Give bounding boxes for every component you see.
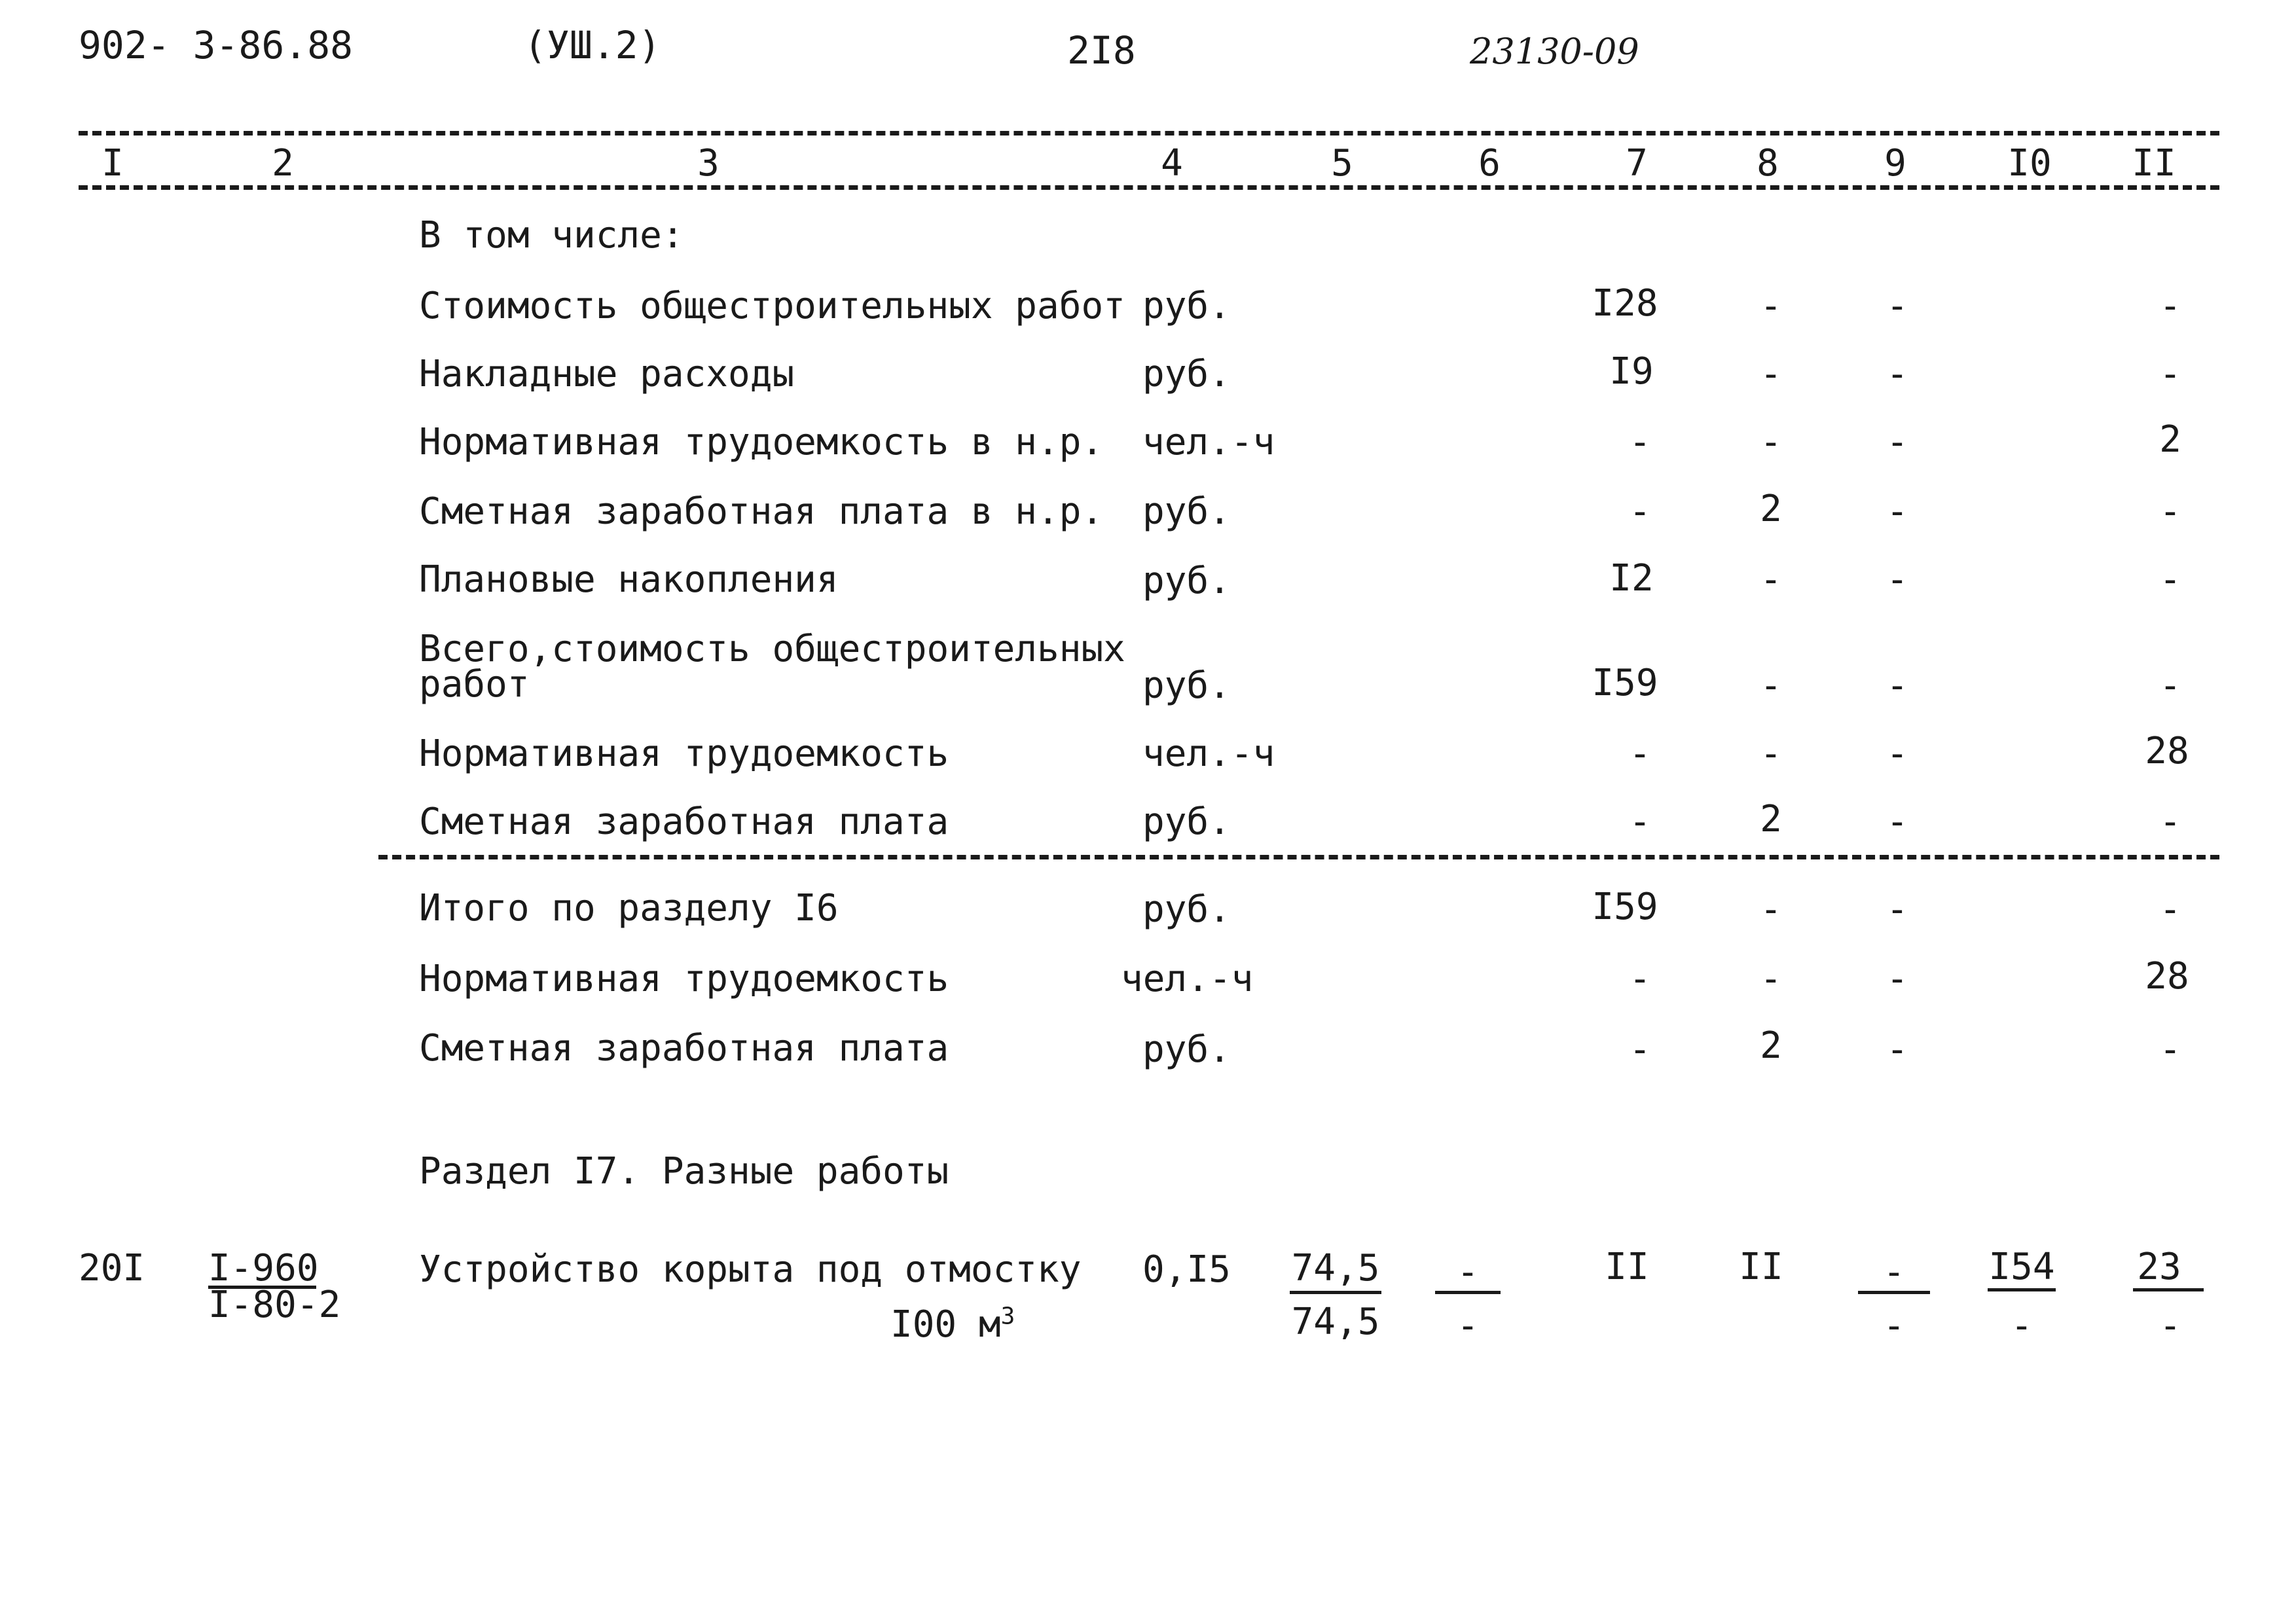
row-c11: 2 xyxy=(2159,418,2181,461)
item-c6-bottom: - xyxy=(1457,1305,1479,1347)
row-c7: I2 xyxy=(1609,557,1654,600)
volume-label: (УШ.2) xyxy=(524,23,661,67)
row-c11: - xyxy=(2159,888,2181,931)
row-name: Итого по разделу I6 xyxy=(419,887,839,929)
row-c7: - xyxy=(1629,958,1651,1000)
row-c11: 28 xyxy=(2145,730,2189,772)
item-c11-top: 23 xyxy=(2137,1246,2181,1288)
row-c8: - xyxy=(1760,664,1782,707)
col-header-11: II xyxy=(2132,142,2176,185)
item-quantity: 0,I5 xyxy=(1142,1248,1231,1291)
col-header-6: 6 xyxy=(1478,142,1501,185)
row-c9: - xyxy=(1886,1028,1908,1071)
row-name: Нормативная трудоемкость xyxy=(419,732,949,775)
item-c11-divider xyxy=(2133,1288,2204,1291)
row-c8: - xyxy=(1760,958,1782,1000)
row-c9: - xyxy=(1886,490,1908,533)
row-name: Накладные расходы xyxy=(419,353,795,395)
item-code-bottom: I-80-2 xyxy=(208,1284,341,1326)
row-c8: - xyxy=(1760,732,1782,775)
item-c5-bottom: 74,5 xyxy=(1291,1301,1380,1343)
row-c9: - xyxy=(1886,664,1908,707)
row-c9: - xyxy=(1886,888,1908,931)
header-top-rule xyxy=(79,131,2219,135)
row-name: Плановые накопления xyxy=(419,558,839,601)
item-c8: II xyxy=(1739,1246,1783,1288)
row-c7: I9 xyxy=(1609,350,1654,393)
row-c9: - xyxy=(1886,421,1908,463)
row-c8: 2 xyxy=(1760,798,1782,840)
col-header-2: 2 xyxy=(272,142,294,185)
row-name: Сметная заработная плата в н.р. xyxy=(419,490,1104,533)
document-code: 902- 3-86.88 xyxy=(79,23,354,67)
item-name: Устройство корыта под отмостку xyxy=(419,1248,1082,1291)
row-c11: - xyxy=(2159,1028,2181,1071)
item-c10-bottom: - xyxy=(2011,1305,2033,1347)
item-c9-divider xyxy=(1858,1291,1930,1294)
row-unit: руб. xyxy=(1142,285,1231,327)
item-c9-top: - xyxy=(1883,1251,1905,1293)
row-name: Сметная заработная плата xyxy=(419,1027,949,1070)
row-c11: 28 xyxy=(2145,955,2189,998)
row-c8: - xyxy=(1760,421,1782,463)
col-header-4: 4 xyxy=(1161,142,1183,185)
inventory-number: 23130-09 xyxy=(1470,31,1639,72)
row-unit: руб. xyxy=(1142,353,1231,395)
row-c11: - xyxy=(2159,490,2181,533)
row-c9: - xyxy=(1886,801,1908,843)
row-c11: - xyxy=(2159,353,2181,395)
header-bottom-rule xyxy=(79,185,2219,190)
row-c9: - xyxy=(1886,958,1908,1000)
row-unit: руб. xyxy=(1142,801,1231,843)
item-c6-divider xyxy=(1435,1291,1501,1294)
col-header-9: 9 xyxy=(1884,142,1906,185)
item-c9-bottom: - xyxy=(1883,1305,1905,1347)
col-header-10: I0 xyxy=(2007,142,2052,185)
row-c7: I59 xyxy=(1592,886,1658,928)
row-c7: - xyxy=(1629,732,1651,775)
row-name: Нормативная трудоемкость в н.р. xyxy=(419,421,1104,463)
row-c9: - xyxy=(1886,732,1908,775)
item-c10-top: I54 xyxy=(1988,1246,2055,1288)
row-c7: - xyxy=(1629,490,1651,533)
page-number: 2I8 xyxy=(1067,28,1136,73)
row-c8: - xyxy=(1760,285,1782,327)
row-unit: руб. xyxy=(1142,490,1231,533)
row-name: Всего,стоимость общестроительных xyxy=(419,628,1125,670)
section17-title: Раздел I7. Разные работы xyxy=(419,1150,949,1193)
col-header-8: 8 xyxy=(1757,142,1779,185)
row-c8: - xyxy=(1760,558,1782,601)
row-c7: I28 xyxy=(1592,282,1658,325)
row-name: В том числе: xyxy=(419,214,684,257)
row-name: Стоимость общестроительных работ xyxy=(419,285,1125,327)
row-c8: 2 xyxy=(1760,1024,1782,1067)
item-c6-top: - xyxy=(1457,1251,1479,1293)
item-number: 20I xyxy=(79,1247,145,1290)
row-unit: руб. xyxy=(1142,664,1231,707)
item-c5-divider xyxy=(1290,1291,1381,1294)
row-name: Сметная заработная плата xyxy=(419,801,949,843)
row-unit: чел.-ч xyxy=(1121,958,1254,1000)
row-c11: - xyxy=(2159,664,2181,707)
row-c8: - xyxy=(1760,888,1782,931)
item-unit: I00 $м^3$ xyxy=(890,1303,1015,1346)
row-c11: - xyxy=(2159,801,2181,843)
totals-separator-rule xyxy=(378,855,2219,859)
row-unit: руб. xyxy=(1142,888,1231,931)
row-c11: - xyxy=(2159,558,2181,601)
row-c11: - xyxy=(2159,285,2181,327)
item-c5-top: 74,5 xyxy=(1291,1247,1380,1290)
row-name-continued: работ xyxy=(419,663,530,706)
item-c11-bottom: - xyxy=(2159,1305,2181,1347)
row-c9: - xyxy=(1886,353,1908,395)
row-unit: руб. xyxy=(1142,560,1231,602)
row-c8: - xyxy=(1760,353,1782,395)
row-unit: чел.-ч xyxy=(1142,421,1275,463)
row-unit: чел.-ч xyxy=(1142,732,1275,775)
item-c10-divider xyxy=(1988,1288,2056,1291)
row-c8: 2 xyxy=(1760,488,1782,530)
row-unit: руб. xyxy=(1142,1028,1231,1071)
row-c7: - xyxy=(1629,801,1651,843)
item-code-top: I-960 xyxy=(208,1247,319,1290)
row-c7: - xyxy=(1629,1028,1651,1071)
col-header-7: 7 xyxy=(1626,142,1648,185)
row-name: Нормативная трудоемкость xyxy=(419,958,949,1000)
row-c7: - xyxy=(1629,421,1651,463)
col-header-3: 3 xyxy=(697,142,720,185)
row-c7: I59 xyxy=(1592,662,1658,704)
row-c9: - xyxy=(1886,285,1908,327)
row-c9: - xyxy=(1886,558,1908,601)
col-header-5: 5 xyxy=(1331,142,1353,185)
col-header-1: I xyxy=(101,142,124,185)
item-c7: II xyxy=(1605,1246,1649,1288)
